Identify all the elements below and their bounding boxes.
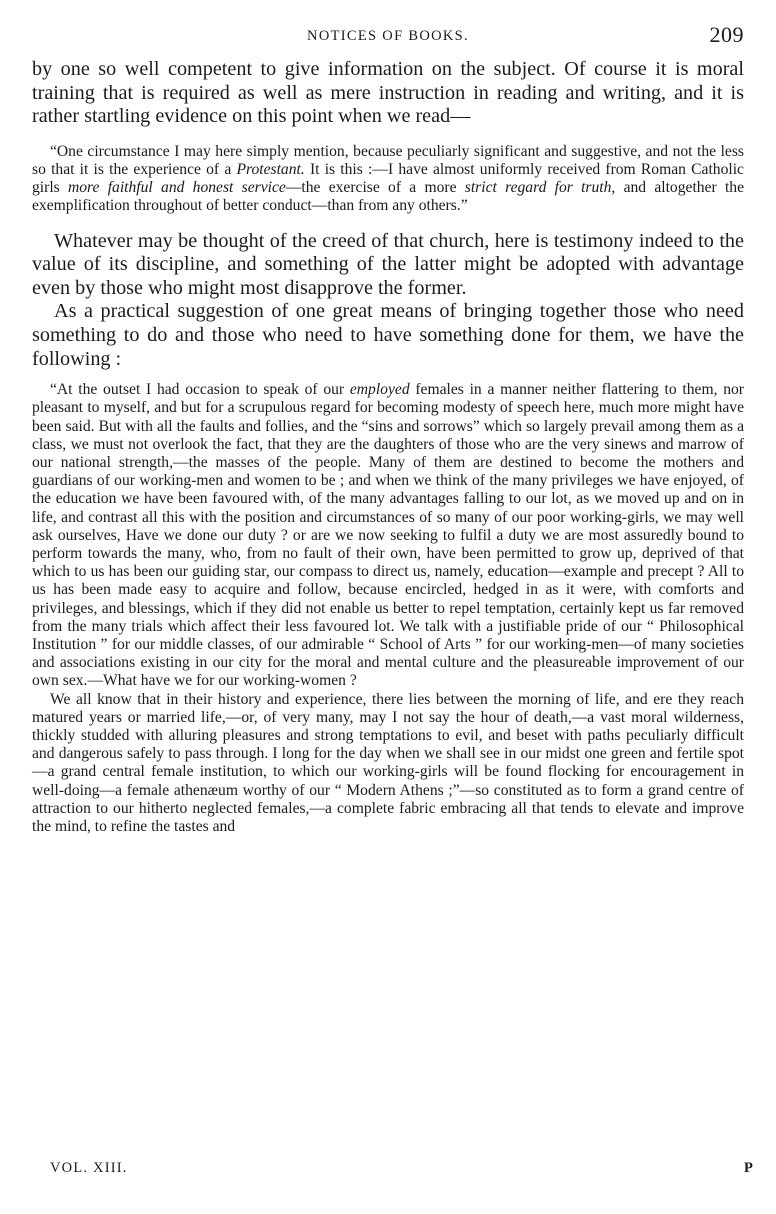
quote-text: —the exercise of a more	[285, 179, 465, 197]
paragraph-creed: Whatever may be thought of the creed of that church, here is testimony indeed to the value of its discipline, and something of the latter might be adopted with advantage even by those who might most disapprove the former.	[32, 229, 744, 299]
page-footer	[50, 1160, 754, 1182]
quote-text: and altogether the exemplification throughout of better conduct—than from any others.”	[32, 179, 744, 215]
quote-emphasis: strict regard for truth,	[464, 179, 616, 197]
quote-text: It is this :—I have almost uniformly received from Roman Catholic girls	[32, 160, 744, 197]
page-header	[32, 22, 744, 58]
quote-text: “One circumstance I may here simply mention, because peculiarly significant and suggestive, and not the less so that it is the experience of a	[32, 142, 744, 178]
quotation-roman-catholic-girls	[32, 143, 744, 216]
paragraph-continuation: by one so well competent to give information on the subject. Of course it is moral training that is required as well as mere instruction in reading and writing, and it is rather startling evidence on this point when we read—	[32, 58, 744, 128]
running-title: NOTICES OF BOOKS.	[307, 28, 469, 44]
volume-label: VOL. XIII.	[50, 1160, 128, 1176]
quotation-moral-wilderness: We all know that in their history and experience, there lies between the morning of life, and ere they reach matured years or married life,—or, of very many, may I not say the hour of death,—a vast moral wilderness, thickly studded with alluring pleasures and strong temptations to evil, and beset with paths peculiarly difficult and dangerous safely to pass through. I long for the day when we shall see in our midst one green and fertile spot —a grand central female institution, to which our working-girls will be found flocking for encouragement in well-doing—a female athenæum worthy of our “ Modern Athens ;”—so constituted as to form a grand centre of attraction to our hitherto neglected females,—a complete fabric embracing all that tends to elevate and improve the mind, to refine the tastes and	[32, 690, 744, 836]
paragraph-practical-suggestion: As a practical suggestion of one great means of bringing together those who need something to do and those who need to have something done for them, we have the following :	[32, 300, 744, 370]
quote-emphasis: employed	[349, 381, 410, 399]
book-page	[32, 22, 744, 836]
quote-emphasis: Protestant.	[236, 160, 305, 178]
page-number: 209	[709, 22, 744, 47]
quote-emphasis: more faithful and honest service	[67, 179, 286, 197]
quote-text: “At the outset I had occasion to speak of our	[50, 381, 350, 399]
signature-mark: P	[743, 1160, 754, 1176]
quotation-employed-females	[32, 381, 744, 690]
quote-text: females in a manner neither flattering to them, nor pleasant to myself, and but for a scrupulous regard for becoming modesty of speech here, much more might have been said. But with all the faults and follies, and the “sins and sorrows” which so largely prevail among them as a class, we must not overlook the fact, that they are the daughters of those who are the very sinews and marrow of our national strength,—the masses of the people. Many of them are destined to become the mothers and guardians of our working-men and women to be ; and when we think of the many privileges we have enjoyed, of the education we have been favoured with, of the many advantages falling to our lot, as we moved up and on in life, and contrast all this with the position and circumstances of so many of our poor working-girls, we may well ask ourselves, Have we done our duty ? or are we now seeking to fulfil a duty we are most assuredly bound to perform towards the many, who, from no fault of their own, have been permitted to grow up, deprived of that which to us has been our guiding star, our compass to direct us, namely, education—example and precept ? All to us has been made easy to acquire and follow, because encircled, hedged in as it were, with comforts and privileges, and blessings, which if they did not enable us better to repel temptation, certainly kept us far removed from the many trials which affect their less favoured lot. We talk with a justifiable pride of our “ Philosophical Institution ” for our middle classes, of our admirable “ School of Arts ” for our working-men—of many societies and associations existing in our city for the moral and mental culture and the pleasureable improvement of our own sex.—What have we for our working-women ?	[32, 381, 744, 690]
